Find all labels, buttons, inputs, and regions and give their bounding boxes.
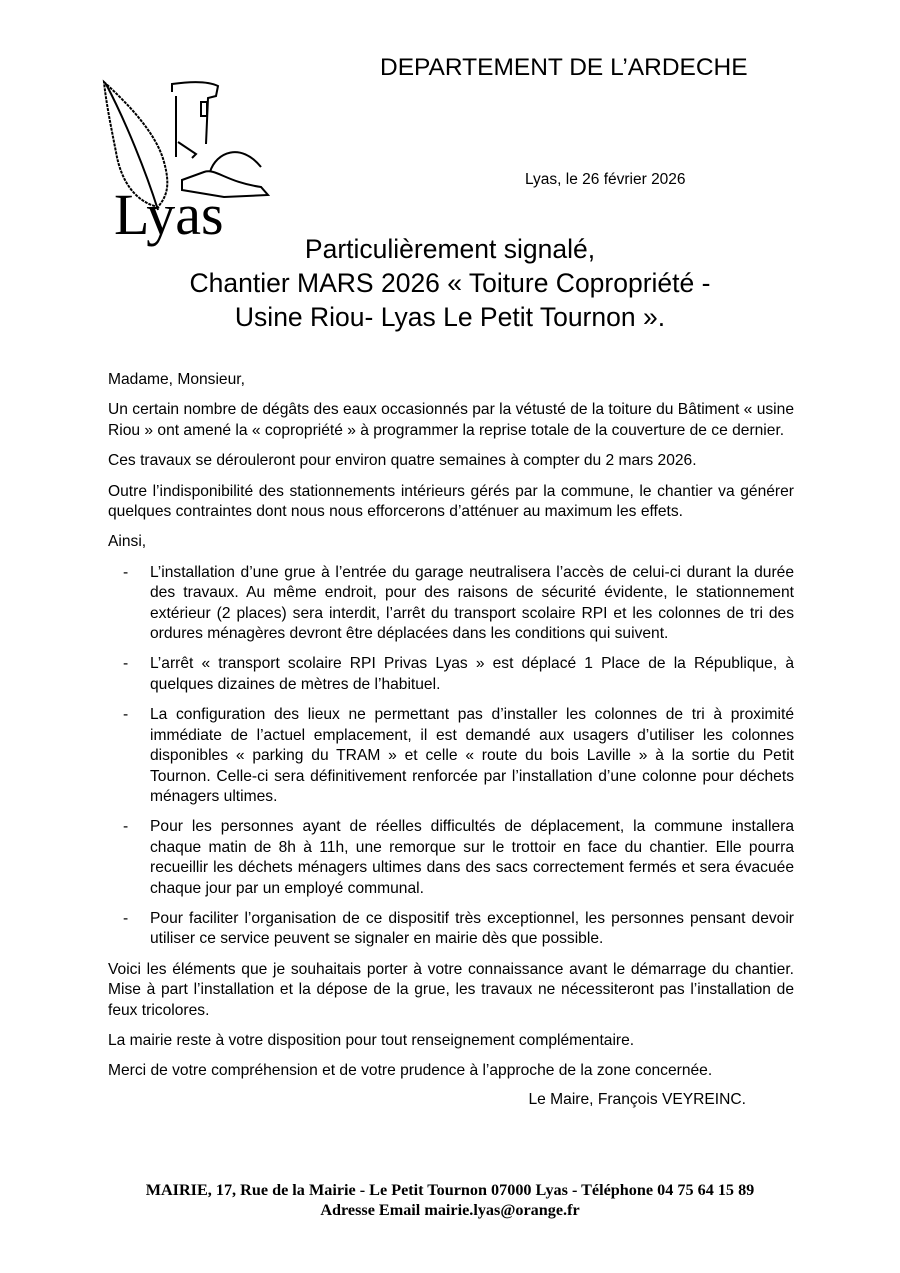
salutation: Madame, Monsieur, bbox=[108, 371, 245, 388]
bullet-dash: - bbox=[123, 706, 129, 724]
bullet-dash: - bbox=[123, 655, 129, 673]
list-item bbox=[108, 817, 794, 899]
list-item bbox=[108, 705, 794, 807]
title-line: Particulièrement signalé, bbox=[304, 234, 596, 264]
paragraph: Merci de votre compréhension et de votre prudence à l’approche de la zone concernée. bbox=[108, 1062, 713, 1080]
letter-body bbox=[108, 370, 794, 1110]
bullet-dash: - bbox=[123, 818, 129, 836]
paragraph: Ainsi, bbox=[108, 533, 147, 551]
paragraph: Un certain nombre de dégâts des eaux occasionnés par la vétusté de la toiture du Bâtiment « usine Riou » ont amené la « copropriété » à programmer la reprise totale de la couverture de ce dernier. bbox=[108, 401, 794, 439]
list-item-text: La configuration des lieux ne permettant pas d’installer les colonnes de tri à proximité immédiate de l’actuel emplacement, il est demandé aux usagers d’utiliser les colonnes disponibles « parking du TRAM » et celle « route du bois Laville » à la sortie du Petit Tournon. Celle-ci sera définitivement renforcée par l’installation d’une colonne pour déchets ménagers ultimes. bbox=[150, 706, 794, 805]
department-heading: DEPARTEMENT DE L’ARDECHE bbox=[380, 54, 748, 81]
footer bbox=[0, 1180, 900, 1220]
list-item-text: L’arrêt « transport scolaire RPI Privas Lyas » est déplacé 1 Place de la République, à quelques dizaines de mètres de l’habituel. bbox=[150, 655, 794, 693]
bullet-dash: - bbox=[123, 909, 129, 927]
signature: Le Maire, François VEYREINC. bbox=[528, 1090, 746, 1108]
footer-address: MAIRIE, 17, Rue de la Mairie - Le Petit Tournon 07000 Lyas - Téléphone 04 75 64 15 89 bbox=[145, 1181, 755, 1199]
letter-date: Lyas, le 26 février 2026 bbox=[525, 171, 686, 188]
paragraph: Voici les éléments que je souhaitais porter à votre connaissance avant le démarrage du chantier. Mise à part l’installation et la dépose de la grue, les travaux ne nécessiteront pas l’installation de feux tricolores. bbox=[108, 960, 794, 1019]
list-item-text: Pour faciliter l’organisation de ce dispositif très exceptionnel, les personnes pensant devoir utiliser ce service peuvent se signaler en mairie dès que possible. bbox=[150, 909, 794, 948]
list-item bbox=[108, 654, 794, 695]
list-item bbox=[108, 563, 794, 645]
paragraph: La mairie reste à votre disposition pour tout renseignement complémentaire. bbox=[108, 1031, 635, 1049]
svg-text:Lyas: Lyas bbox=[114, 182, 224, 247]
list-item-text: L’installation d’une grue à l’entrée du garage neutralisera l’accès de celui-ci durant la durée des travaux. Au même endroit, pour des raisons de sécurité évidente, le stationnement extérieur (2 places) sera interdit, l’arrêt du transport scolaire RPI et les colonnes de tri des ordures ménagères devront être déplacées dans les conditions qui suivent. bbox=[150, 563, 794, 643]
measures-list bbox=[108, 563, 794, 950]
letter-title bbox=[100, 232, 800, 334]
list-item-text: Pour les personnes ayant de réelles difficultés de déplacement, la commune installera chaque matin de 8h à 11h, une remorque sur le trottoir en face du chantier. Elle pourra recueillir les déchets ménagers ultimes dans des sacs correctement fermés et sera évacuée chaque jour par un employé communal. bbox=[150, 818, 794, 897]
paragraph: Ces travaux se dérouleront pour environ quatre semaines à compter du 2 mars 2026. bbox=[108, 452, 697, 470]
title-line: Usine Riou- Lyas Le Petit Tournon ». bbox=[234, 302, 666, 332]
title-line: Chantier MARS 2026 « Toiture Copropriété - bbox=[189, 268, 711, 298]
bullet-dash: - bbox=[123, 563, 129, 581]
footer-email: Adresse Email mairie.lyas@orange.fr bbox=[320, 1201, 580, 1219]
list-item bbox=[108, 909, 794, 950]
lyas-logo bbox=[96, 72, 286, 252]
paragraph: Outre l’indisponibilité des stationnements intérieurs gérés par la commune, le chantier va générer quelques contraintes dont nous nous efforcerons d’atténuer au maximum les effets. bbox=[108, 482, 794, 521]
